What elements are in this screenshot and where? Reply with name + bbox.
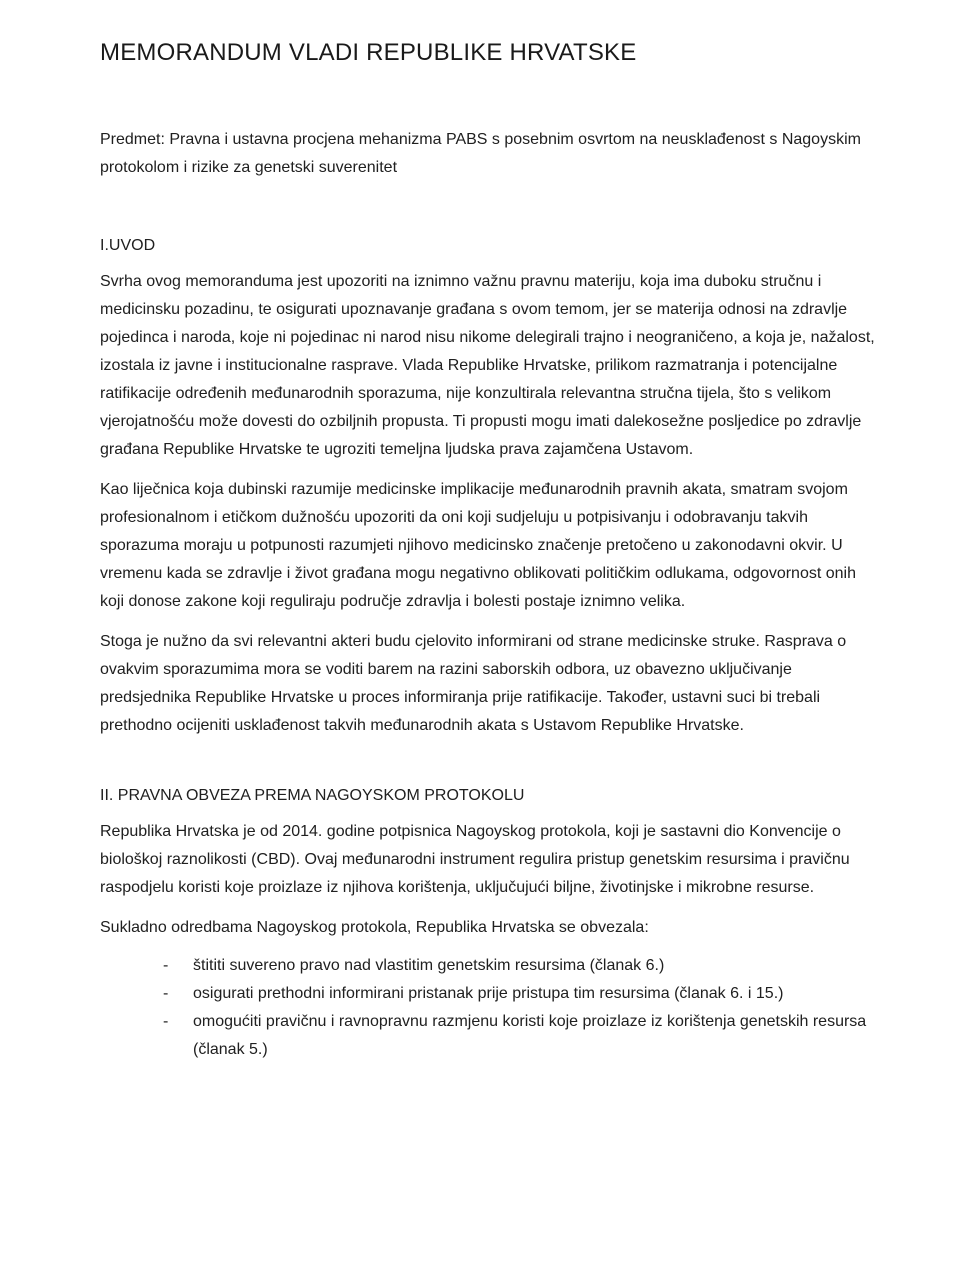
list-item-marker: - (163, 957, 169, 974)
obligations-intro-paragraph: Sukladno odredbama Nagoyskog protokola, Republika Hrvatska se obvezala: (100, 919, 649, 936)
uvod-paragraph-1: Svrha ovog memoranduma jest upozoriti na iznimno važnu pravnu materiju, koja ima duboku stručnu i medicinsku pozadinu, te osigurati upoznavanje građana s ovom temom, jer se materija odnosi na zdravlje pojedinca i naroda, koje ni pojedinac ni narod nisu nikome delegirali trajno i neograničeno, a koja je, nažalost, izostala iz javne i institucionalne rasprave. Vlada Republike Hrvatske, prilikom razmatranja i potencijalne ratifikacije određenih međunarodnih sporazuma, nije konzultirala relevantna stručna tijela, što s velikom vjerojatnošću može dovesti do ozbiljnih propusta. Ti propusti mogu imati dalekosežne posljedice po zdravlje građana Republike Hrvatske te ugroziti temeljna ljudska prava zajamčena Ustavom. (100, 273, 875, 458)
list-item (163, 980, 878, 1008)
list-item-text: omogućiti pravičnu i ravnopravnu razmjenu koristi koje proizlaze iz korištenja genetskih resursa (članak 5.) (193, 1013, 867, 1058)
list-item-text: štititi suvereno pravo nad vlastitim genetskim resursima (članak 6.) (193, 957, 665, 974)
list-item-text: osigurati prethodni informirani pristanak prije pristupa tim resursima (članak 6. i 15.) (193, 985, 784, 1002)
list-item (163, 952, 878, 980)
obligations-list (100, 952, 878, 1064)
list-item (163, 1008, 878, 1064)
nagoya-protocol-paragraph: Republika Hrvatska je od 2014. godine potpisnica Nagoyskog protokola, koji je sastavni dio Konvencije o biološkoj raznolikosti (CBD). Ovaj međunarodni instrument regulira pristup genetskim resursima i pravičnu raspodjelu koristi koje proizlaze iz njihova korištenja, uključujući biljne, životinjske i mikrobne resurse. (100, 823, 850, 896)
section-pravna-obveza-heading: II. PRAVNA OBVEZA PREMA NAGOYSKOM PROTOKOLU (100, 787, 525, 804)
section-uvod-heading: I.UVOD (100, 237, 156, 254)
list-item-marker: - (163, 985, 169, 1002)
uvod-paragraph-2: Kao liječnica koja dubinski razumije medicinske implikacije međunarodnih pravnih akata, smatram svojom profesionalnom i etičkom dužnošću upozoriti da oni koji sudjeluju u potpisivanju i odobravanju takvih sporazuma moraju u potpunosti razumjeti njihovo medicinsko značenje pretočeno u zakonodavni okvir. U vremenu kada se zdravlje i život građana mogu negativno oblikovati političkim odlukama, odgovornost onih koji donose zakone koji reguliraju područje zdravlja i bolesti postaje iznimno velika. (100, 481, 856, 610)
list-item-marker: - (163, 1013, 169, 1030)
document-title: MEMORANDUM VLADI REPUBLIKE HRVATSKE (100, 39, 637, 66)
uvod-paragraph-3: Stoga je nužno da svi relevantni akteri budu cjelovito informirani od strane medicinske struke. Rasprava o ovakvim sporazumima mora se voditi barem na razini saborskih odbora, uz obavezno uključivanje predsjednika Republike Hrvatske u proces informiranja prije ratifikacije. Također, ustavni suci bi trebali prethodno ocijeniti usklađenost takvih međunarodnih akata s Ustavom Republike Hrvatske. (100, 633, 847, 734)
subject-line: Predmet: Pravna i ustavna procjena mehanizma PABS s posebnim osvrtom na neusklađenost s Nagoyskim protokolom i rizike za genetski suverenitet (100, 131, 861, 176)
